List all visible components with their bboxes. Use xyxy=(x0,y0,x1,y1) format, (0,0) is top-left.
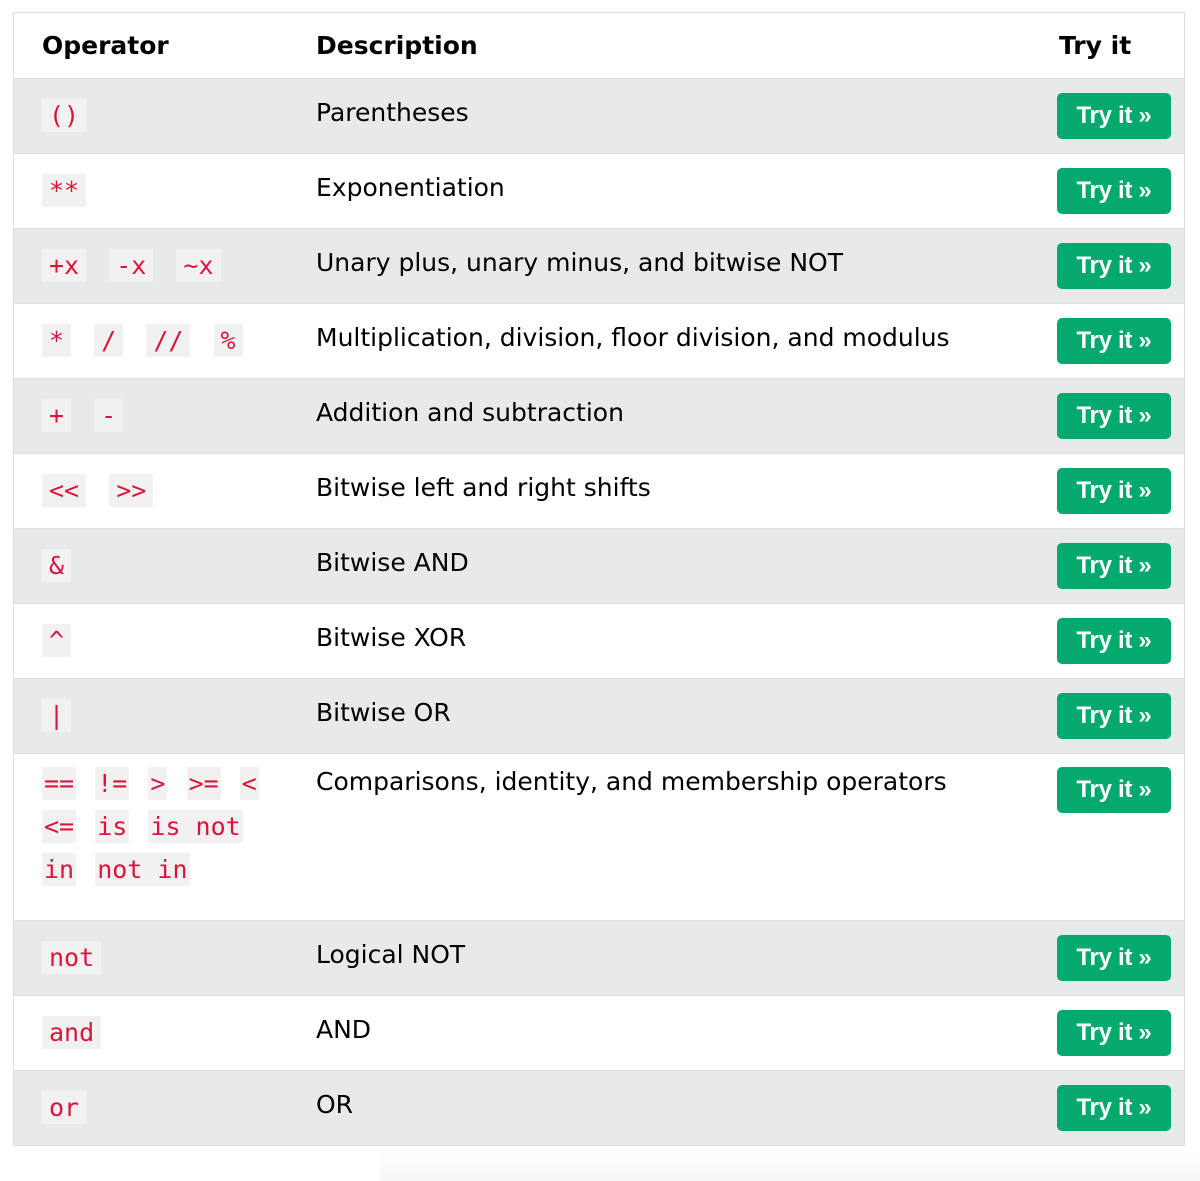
operator-cell xyxy=(14,1070,288,1145)
operator-code: << xyxy=(42,474,86,507)
description-cell: Comparisons, identity, and membership operators xyxy=(288,753,1009,920)
header-row xyxy=(14,13,1184,78)
table-row xyxy=(14,228,1184,303)
description-cell: Bitwise AND xyxy=(288,528,1009,603)
try-it-cell xyxy=(1009,303,1184,378)
description-cell: Logical NOT xyxy=(288,920,1009,995)
try-it-cell xyxy=(1009,753,1184,920)
try-it-cell xyxy=(1009,528,1184,603)
operator-code: * xyxy=(42,324,71,357)
try-it-button[interactable]: Try it » xyxy=(1057,693,1171,739)
description-cell: AND xyxy=(288,995,1009,1070)
try-it-cell xyxy=(1009,153,1184,228)
description-cell: Addition and subtraction xyxy=(288,378,1009,453)
try-it-button[interactable]: Try it » xyxy=(1057,318,1171,364)
operator-cell xyxy=(14,753,288,920)
table-row xyxy=(14,1070,1184,1145)
table-row xyxy=(14,995,1184,1070)
table-row xyxy=(14,378,1184,453)
operator-code: & xyxy=(42,549,71,582)
try-it-button[interactable]: Try it » xyxy=(1057,168,1171,214)
description-cell: Exponentiation xyxy=(288,153,1009,228)
operator-cell xyxy=(14,228,288,303)
operator-cell xyxy=(14,378,288,453)
operator-code: () xyxy=(42,99,86,132)
operator-code: != xyxy=(97,768,128,798)
operator-code: is not xyxy=(150,811,241,841)
table-header xyxy=(14,13,1184,78)
description-cell: Bitwise left and right shifts xyxy=(288,453,1009,528)
operator-cell xyxy=(14,678,288,753)
table-row xyxy=(14,78,1184,153)
operator-code: in xyxy=(44,854,75,884)
operator-cell xyxy=(14,303,288,378)
operator-code: not in xyxy=(97,854,188,884)
try-it-button[interactable]: Try it » xyxy=(1057,1010,1171,1056)
operator-code: >> xyxy=(109,474,153,507)
table-body xyxy=(14,78,1184,1145)
operator-code: ^ xyxy=(42,624,71,657)
try-it-button[interactable]: Try it » xyxy=(1057,935,1171,981)
try-it-cell xyxy=(1009,378,1184,453)
operator-code: // xyxy=(146,324,190,357)
operator-code: and xyxy=(42,1016,101,1049)
operator-precedence-table xyxy=(13,12,1185,1146)
operator-cell xyxy=(14,453,288,528)
try-it-cell xyxy=(1009,920,1184,995)
operator-code: not xyxy=(42,941,101,974)
table-row xyxy=(14,920,1184,995)
header-try-it: Try it xyxy=(1009,13,1184,78)
header-operator: Operator xyxy=(14,13,288,78)
table-row xyxy=(14,603,1184,678)
try-it-cell xyxy=(1009,603,1184,678)
description-cell: OR xyxy=(316,1089,354,1119)
table-row xyxy=(14,303,1184,378)
operator-cell xyxy=(14,153,288,228)
try-it-cell xyxy=(1009,453,1184,528)
table-row xyxy=(14,528,1184,603)
table-row xyxy=(14,678,1184,753)
operator-code: < xyxy=(241,768,257,798)
operator-code: - xyxy=(94,399,123,432)
table-row xyxy=(14,153,1184,228)
operator-code: -x xyxy=(109,249,153,282)
try-it-cell xyxy=(1009,678,1184,753)
operator-code: >= xyxy=(188,768,219,798)
operator-code: ** xyxy=(42,174,86,207)
precedence-table xyxy=(14,13,1184,1145)
description-cell: Bitwise OR xyxy=(288,678,1009,753)
operator-cell xyxy=(14,528,288,603)
operator-code: or xyxy=(42,1091,86,1124)
description-cell: Unary plus, unary minus, and bitwise NOT xyxy=(288,228,1009,303)
operator-code: + xyxy=(42,399,71,432)
operator-code: == xyxy=(44,768,75,798)
try-it-cell xyxy=(1009,1070,1184,1145)
operator-code: % xyxy=(214,324,243,357)
operator-cell xyxy=(14,78,288,153)
description-cell: Parentheses xyxy=(288,78,1009,153)
operator-code: is xyxy=(97,811,128,841)
operator-code: +x xyxy=(42,249,86,282)
operator-code: ~x xyxy=(176,249,220,282)
table-row xyxy=(14,753,1184,920)
operator-code: / xyxy=(94,324,123,357)
description-cell: Bitwise XOR xyxy=(288,603,1009,678)
operator-cell xyxy=(14,603,288,678)
operator-cell xyxy=(14,920,288,995)
description-cell: Multiplication, division, floor division, and modulus xyxy=(288,303,1009,378)
try-it-button[interactable]: Try it » xyxy=(1057,767,1171,813)
try-it-button[interactable]: Try it » xyxy=(1057,93,1171,139)
table-row xyxy=(14,453,1184,528)
try-it-button[interactable]: Try it » xyxy=(1057,543,1171,589)
operator-code: | xyxy=(42,699,71,732)
try-it-button[interactable]: Try it » xyxy=(1057,243,1171,289)
operator-cell xyxy=(14,995,288,1070)
bottom-shadow xyxy=(380,1150,1200,1181)
header-description: Description xyxy=(288,13,1009,78)
try-it-cell xyxy=(1009,995,1184,1070)
try-it-cell xyxy=(1009,228,1184,303)
try-it-cell xyxy=(1009,78,1184,153)
try-it-button[interactable]: Try it » xyxy=(1057,468,1171,514)
try-it-button[interactable]: Try it » xyxy=(1057,618,1171,664)
operator-code: <= xyxy=(44,811,75,841)
operator-code: > xyxy=(150,768,166,798)
try-it-button[interactable]: Try it » xyxy=(1057,393,1171,439)
try-it-button[interactable]: Try it » xyxy=(1057,1085,1171,1131)
